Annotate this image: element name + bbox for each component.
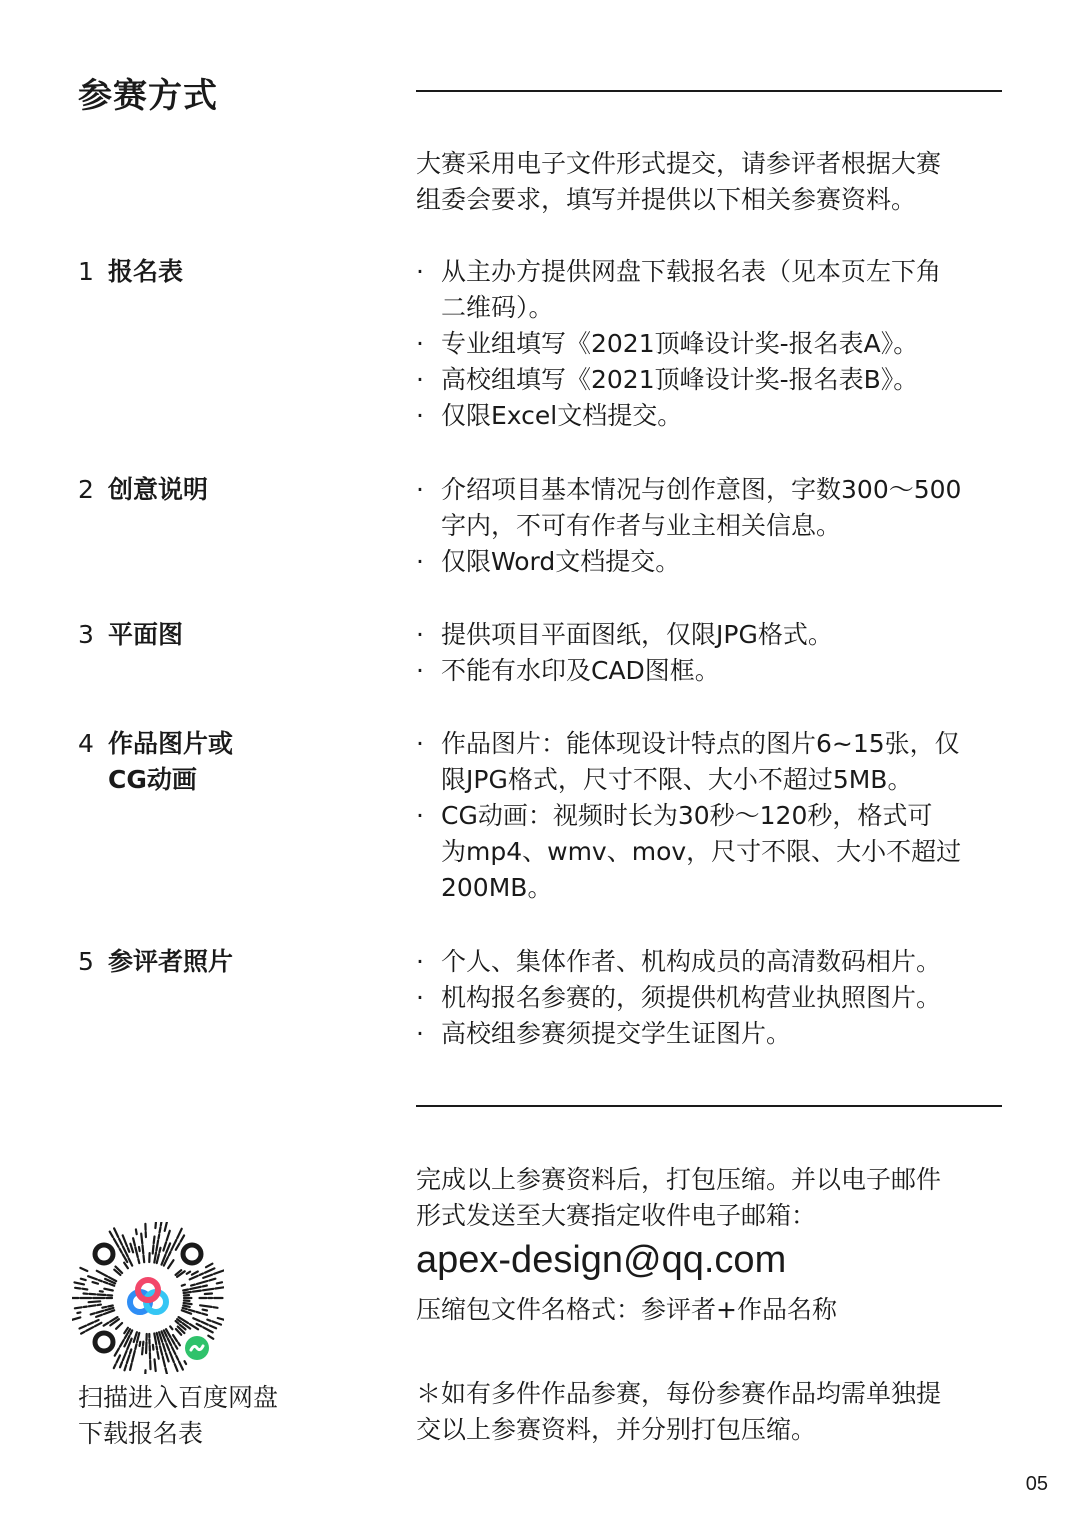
- section-number: 4: [78, 729, 94, 758]
- footnote: [416, 1376, 1016, 1448]
- qr-ray: [203, 1286, 207, 1287]
- qr-ray: [184, 1292, 191, 1293]
- qr-ray: [185, 1361, 187, 1364]
- qr-ray: [217, 1282, 222, 1283]
- qr-ray: [154, 1237, 155, 1244]
- qr-ray: [80, 1268, 87, 1271]
- list-item-line: 仅限Word文档提交。: [441, 547, 681, 576]
- qr-ray: [157, 1352, 158, 1359]
- qr-ray: [209, 1279, 215, 1281]
- section-number: 2: [78, 475, 94, 504]
- qr-ray: [163, 1357, 165, 1367]
- intro-line: 组委会要求，填写并提供以下相关参赛资料。: [416, 185, 917, 214]
- list-item-line: 二维码）。: [441, 293, 554, 322]
- section-title: 参评者照片: [108, 947, 234, 976]
- bullet-dot: ·: [416, 983, 424, 1012]
- qr-ray: [187, 1272, 190, 1274]
- qr-ray: [202, 1314, 207, 1315]
- qr-ray: [166, 1353, 169, 1361]
- qr-ray: [169, 1252, 171, 1256]
- qr-ray: [89, 1301, 101, 1302]
- qr-ray: [193, 1318, 199, 1321]
- qr-ray: [80, 1326, 87, 1329]
- qr-ray: [104, 1323, 109, 1326]
- qr-ray: [124, 1263, 128, 1269]
- bullet-dot: ·: [416, 1019, 424, 1048]
- qr-ray: [200, 1274, 203, 1276]
- section-number: 5: [78, 947, 94, 976]
- qr-ray: [120, 1362, 122, 1367]
- qr-ray: [127, 1355, 130, 1363]
- list-item: [416, 472, 1016, 544]
- qr-ray: [190, 1276, 198, 1280]
- qr-ray: [95, 1323, 102, 1327]
- qr-ray: [114, 1364, 116, 1368]
- list-item: [416, 1016, 1016, 1052]
- qr-ray: [206, 1264, 212, 1268]
- qr-ray: [96, 1311, 103, 1313]
- qr-caption-line: 下载报名表: [78, 1419, 204, 1448]
- qr-ray: [172, 1339, 175, 1344]
- qr-ray: [88, 1276, 97, 1279]
- qr-ray: [142, 1347, 143, 1354]
- section-title: 作品图片或: [108, 729, 234, 758]
- qr-ray: [97, 1295, 105, 1296]
- bottom-divider: [416, 1105, 1002, 1107]
- qr-ray: [161, 1222, 163, 1225]
- qr-ray: [153, 1345, 154, 1350]
- qr-ray: [165, 1222, 168, 1231]
- qr-ray: [110, 1232, 113, 1237]
- bullet-dot: ·: [416, 475, 424, 504]
- qr-finder-top-right: [183, 1245, 201, 1263]
- list-item: [416, 798, 1016, 906]
- qr-finder-bottom-left: [95, 1333, 113, 1351]
- footnote-line: 交以上参赛资料，并分别打包压缩。: [416, 1415, 817, 1444]
- section-2-label: [78, 472, 208, 508]
- qr-ray: [130, 1244, 133, 1253]
- qr-ray: [163, 1242, 166, 1250]
- list-item: [416, 653, 1016, 689]
- qr-ray: [102, 1307, 106, 1308]
- qr-ray: [157, 1254, 159, 1263]
- qr-ray: [88, 1322, 93, 1324]
- qr-ray: [117, 1355, 121, 1362]
- qr-ray: [77, 1312, 80, 1313]
- qr-ray: [114, 1239, 119, 1247]
- qr-ray: [81, 1332, 84, 1334]
- section-title: 平面图: [108, 620, 184, 649]
- qr-ray: [172, 1347, 175, 1354]
- qr-ray: [189, 1310, 195, 1312]
- intro-line: 大赛采用电子文件形式提交，请参评者根据大赛: [416, 149, 942, 178]
- qr-ray: [144, 1255, 145, 1262]
- qr-ray: [175, 1346, 177, 1349]
- qr-ray: [157, 1346, 158, 1349]
- qr-ray: [202, 1322, 208, 1325]
- qr-ray: [159, 1248, 160, 1253]
- list-item: [416, 362, 1016, 398]
- qr-ray: [160, 1227, 161, 1232]
- qr-ray: [108, 1306, 113, 1307]
- qr-ray: [208, 1336, 213, 1339]
- qr-finder-top-left: [95, 1245, 113, 1263]
- qr-ray: [160, 1346, 162, 1355]
- list-item-line: 个人、集体作者、机构成员的高清数码相片。: [441, 947, 942, 976]
- qr-ray: [197, 1324, 202, 1327]
- qr-ray: [96, 1315, 102, 1317]
- qr-ray: [183, 1306, 190, 1307]
- qr-ray: [183, 1290, 188, 1291]
- qr-ray: [190, 1287, 201, 1289]
- section-title-line2: CG动画: [108, 765, 197, 794]
- closing-paragraph: [416, 1162, 1016, 1234]
- qr-ray: [119, 1239, 122, 1245]
- list-item: [416, 398, 1016, 434]
- qr-ray: [129, 1258, 133, 1265]
- section-title: 创意说明: [108, 475, 209, 504]
- list-item-line: 为mp4、wmv、mov，尺寸不限、大小不超过: [441, 837, 962, 866]
- qr-ray: [123, 1235, 127, 1246]
- qr-ray: [98, 1305, 101, 1306]
- list-item-line: 限JPG格式，尺寸不限、大小不超过5MB。: [441, 765, 913, 794]
- qr-ray: [175, 1364, 178, 1371]
- qr-ray: [214, 1270, 224, 1274]
- page-number: 05: [1025, 1473, 1048, 1495]
- section-3-label: [78, 617, 183, 653]
- qr-ray: [141, 1234, 142, 1244]
- qr-ray: [170, 1326, 172, 1329]
- qr-ray: [104, 1282, 108, 1283]
- qr-ray: [205, 1268, 215, 1272]
- list-item: [416, 726, 1016, 798]
- qr-ray: [192, 1272, 198, 1275]
- list-item: [416, 617, 1016, 653]
- qr-ray: [203, 1289, 214, 1291]
- section-4-list: [416, 726, 1016, 906]
- bullet-dot: ·: [416, 620, 424, 649]
- qr-ray: [75, 1307, 82, 1308]
- list-item: [416, 326, 1016, 362]
- list-item-line: 从主办方提供网盘下载报名表（见本页左下角: [441, 257, 942, 286]
- qr-ray: [159, 1235, 160, 1239]
- qr-ray: [97, 1271, 107, 1277]
- qr-ray: [120, 1249, 122, 1253]
- qr-ray: [176, 1356, 178, 1360]
- qr-ray: [91, 1313, 95, 1314]
- qr-ray: [114, 1228, 118, 1237]
- bullet-dot: ·: [416, 947, 424, 976]
- qr-ray: [197, 1281, 208, 1284]
- closing-line: 完成以上参赛资料后，打包压缩。并以电子邮件: [416, 1165, 942, 1194]
- qr-ray: [133, 1238, 135, 1245]
- qr-ray: [166, 1243, 170, 1252]
- qr-ray: [116, 1323, 122, 1329]
- bullet-dot: ·: [416, 257, 424, 286]
- list-item-line: 高校组参赛须提交学生证图片。: [441, 1019, 792, 1048]
- bullet-dot: ·: [416, 365, 424, 394]
- qr-ray: [154, 1253, 156, 1263]
- list-item-line: 不能有水印及CAD图框。: [441, 656, 720, 685]
- section-number: 1: [78, 257, 94, 286]
- qr-ray: [207, 1320, 210, 1321]
- list-item-line: 200MB。: [441, 873, 553, 902]
- list-item-line: 字内，不可有作者与业主相关信息。: [441, 511, 842, 540]
- qr-ray: [191, 1285, 195, 1286]
- list-item-line: CG动画：视频时长为30秒～120秒，格式可: [441, 801, 933, 830]
- qr-ray: [135, 1247, 138, 1257]
- qr-ray: [181, 1235, 185, 1241]
- qr-ray: [125, 1365, 127, 1370]
- bullet-dot: ·: [416, 656, 424, 685]
- bullet-dot: ·: [416, 401, 424, 430]
- bullet-dot: ·: [416, 801, 424, 830]
- qr-ray: [184, 1303, 192, 1304]
- section-1-list: [416, 254, 1016, 434]
- qr-ray: [170, 1352, 174, 1362]
- qr-ray: [210, 1326, 216, 1329]
- qr-ray: [197, 1312, 201, 1313]
- section-5-list: [416, 944, 1016, 1052]
- qr-ray: [93, 1282, 99, 1284]
- section-5-label: [78, 944, 233, 980]
- qr-ray: [166, 1368, 168, 1374]
- qr-ray: [153, 1245, 154, 1253]
- list-item: [416, 980, 1016, 1016]
- footnote-line: ＊如有多件作品参赛，每份参赛作品均需单独提: [416, 1379, 942, 1408]
- bullet-dot: ·: [416, 547, 424, 576]
- qr-ray: [138, 1259, 139, 1263]
- qr-caption: [78, 1380, 278, 1452]
- qr-ray: [183, 1308, 187, 1309]
- qr-ray: [140, 1342, 141, 1346]
- qr-ray: [72, 1317, 80, 1320]
- bullet-dot: ·: [416, 729, 424, 758]
- qr-ray: [203, 1327, 213, 1332]
- list-item-line: 提供项目平面图纸，仅限JPG格式。: [441, 620, 833, 649]
- qr-ray: [182, 1285, 185, 1286]
- list-item-line: 高校组填写《2021顶峰设计奖-报名表B》。: [441, 365, 919, 394]
- qr-ray: [163, 1344, 165, 1352]
- list-item: [416, 544, 1016, 580]
- qr-ray: [128, 1248, 129, 1252]
- section-title: 报名表: [108, 257, 184, 286]
- qr-ray: [155, 1222, 156, 1228]
- qr-ray: [132, 1351, 135, 1362]
- qr-ray: [99, 1280, 102, 1281]
- qr-ray: [136, 1229, 137, 1234]
- qr-ray: [123, 1351, 127, 1360]
- qr-ray: [109, 1284, 114, 1286]
- qr-ray: [86, 1327, 93, 1331]
- qr-ray: [104, 1289, 113, 1291]
- list-item-line: 专业组填写《2021顶峰设计奖-报名表A》。: [441, 329, 919, 358]
- filename-format: 压缩包文件名格式：参评者+作品名称: [416, 1295, 837, 1324]
- list-item-line: 仅限Excel文档提交。: [441, 401, 683, 430]
- section-2-list: [416, 472, 1016, 580]
- qr-ray: [155, 1359, 156, 1371]
- qr-ray: [89, 1305, 96, 1306]
- qr-ray: [143, 1245, 144, 1253]
- qr-ray: [95, 1320, 99, 1322]
- qr-ray: [154, 1334, 156, 1345]
- qr-ray: [120, 1340, 124, 1347]
- section-3-list: [416, 617, 1016, 689]
- qr-ray: [173, 1335, 177, 1341]
- qr-ray: [167, 1231, 170, 1241]
- qr-caption-line: 扫描进入百度网盘: [78, 1383, 279, 1412]
- qr-ray: [130, 1349, 131, 1353]
- qr-ray: [130, 1330, 132, 1334]
- qr-ray: [81, 1279, 86, 1280]
- qr-ray: [215, 1287, 224, 1288]
- qr-ray: [193, 1291, 201, 1292]
- qr-ray: [156, 1241, 158, 1251]
- qr-ray: [203, 1275, 212, 1278]
- section-4-label: [78, 726, 233, 798]
- page-title: 参赛方式: [78, 76, 218, 116]
- intro-paragraph: [416, 146, 1016, 218]
- qr-ray: [115, 1348, 119, 1355]
- closing-line: 形式发送至大赛指定收件电子邮箱：: [416, 1201, 817, 1230]
- qr-ray: [213, 1307, 217, 1308]
- top-divider: [416, 90, 1002, 92]
- qr-ray: [75, 1288, 80, 1289]
- qr-ray: [212, 1321, 221, 1324]
- qr-ray: [139, 1247, 140, 1251]
- qr-code[interactable]: [72, 1222, 224, 1374]
- qr-ray: [200, 1305, 211, 1307]
- qr-ray: [166, 1344, 169, 1351]
- bullet-dot: ·: [416, 329, 424, 358]
- qr-ray: [168, 1260, 173, 1268]
- list-item-line: 机构报名参赛的，须提供机构营业执照图片。: [441, 983, 942, 1012]
- qr-ray: [176, 1321, 179, 1324]
- qr-ray: [75, 1282, 85, 1284]
- qr-ray: [218, 1318, 224, 1320]
- qr-ray: [82, 1289, 87, 1290]
- qr-ray: [178, 1343, 180, 1346]
- qr-ray: [130, 1364, 132, 1370]
- qr-ray: [179, 1362, 183, 1370]
- qr-ray: [135, 1344, 136, 1349]
- contact-email: apex-design@qq.com: [416, 1239, 787, 1281]
- qr-ray: [176, 1243, 180, 1249]
- section-number: 3: [78, 620, 94, 649]
- qr-ray: [203, 1310, 207, 1311]
- qr-ray: [205, 1294, 212, 1295]
- qr-ray: [177, 1229, 182, 1238]
- list-item-line: 介绍项目基本情况与创作意图，字数300～500: [441, 475, 962, 504]
- list-item: [416, 254, 1016, 326]
- list-item-line: 作品图片：能体现设计特点的图片6~15张，仅: [441, 729, 960, 758]
- list-item: [416, 944, 1016, 980]
- section-1-label: [78, 254, 183, 290]
